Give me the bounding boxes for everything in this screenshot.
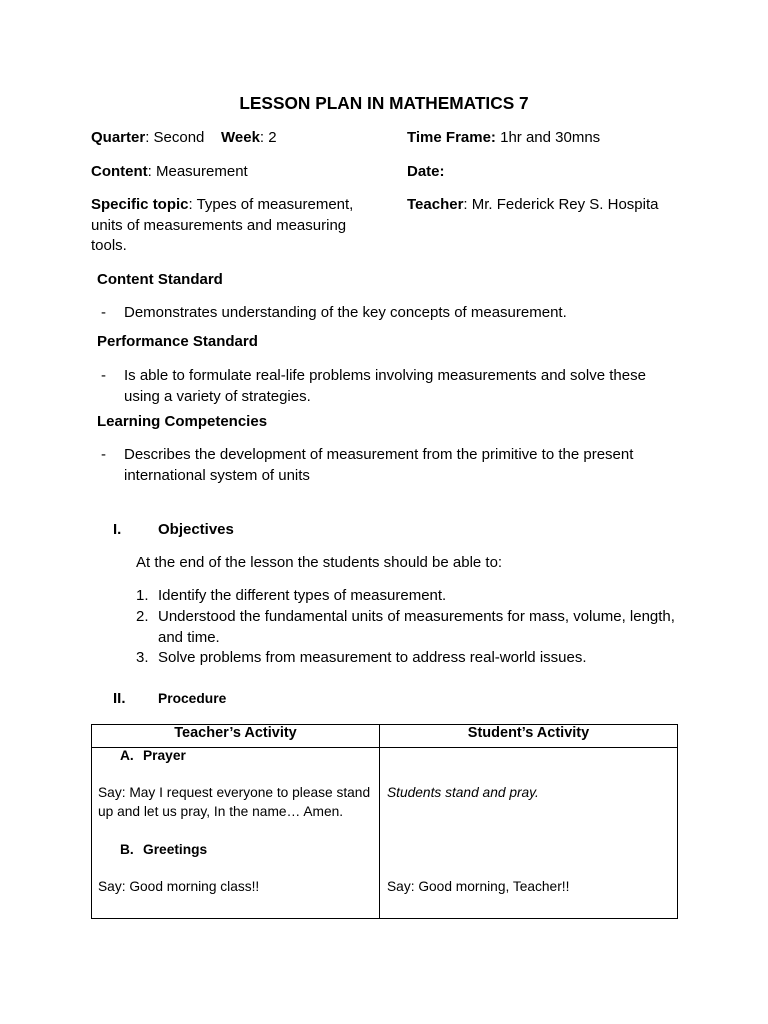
objectives-numeral: I. [113, 521, 122, 538]
activity-letter: A. [120, 747, 134, 763]
bullet-dash: - [101, 446, 106, 463]
procedure-numeral: II. [113, 690, 126, 707]
section-heading: Learning Competencies [97, 413, 268, 430]
teacher-say-text: Say: May I request everyone to please stand up and let us pray, In the name… Amen. [98, 784, 371, 819]
bullet-dash: - [101, 304, 106, 321]
activity-title: Greetings [143, 841, 208, 857]
time-frame-value: 1hr and 30mns [500, 129, 601, 146]
quarter-value: : Second [145, 129, 205, 146]
procedure-table [91, 724, 678, 919]
time-frame-label: Time Frame: [407, 129, 496, 146]
section-item-text: Describes the development of measurement from the primitive to the present international system of units [124, 446, 634, 484]
list-item-number: 3. [136, 649, 149, 666]
teacher-label: Teacher [407, 196, 464, 213]
list-item-number: 2. [136, 608, 149, 625]
page-title: LESSON PLAN IN MATHEMATICS 7 [239, 93, 529, 113]
bullet-dash: - [101, 367, 106, 384]
specific-topic-value: : Types of measurement, units of measurements and measuring tools. [91, 196, 354, 254]
activity-letter: B. [120, 841, 134, 857]
specific-topic-field [91, 195, 363, 257]
list-item-text: Understood the fundamental units of measurements for mass, volume, length, and time. [158, 608, 675, 646]
section-heading: Performance Standard [97, 333, 258, 350]
week-value: : 2 [259, 129, 277, 146]
quarter-label: Quarter [91, 129, 146, 146]
list-item-text: Identify the different types of measurement. [158, 587, 447, 604]
week-label: Week [221, 129, 260, 146]
student-response-text: Say: Good morning, Teacher!! [387, 878, 570, 894]
section-item-text: Is able to formulate real-life problems involving measurements and solve these using a variety of strategies. [124, 367, 646, 405]
procedure-heading: Procedure [158, 691, 227, 706]
date-label: Date: [407, 163, 445, 180]
content-value: : Measurement [147, 163, 248, 180]
list-item-text: Solve problems from measurement to address real-world issues. [158, 649, 587, 666]
activity-title: Prayer [143, 747, 186, 763]
time-frame-field [407, 128, 600, 149]
student-response-text: Students stand and pray. [387, 784, 539, 800]
content-field [91, 162, 248, 183]
specific-topic-label: Specific topic [91, 196, 189, 213]
week-field [221, 128, 277, 149]
table-header-teacher: Teacher’s Activity [174, 725, 297, 741]
objectives-heading: Objectives [158, 521, 234, 538]
teacher-value: : Mr. Federick Rey S. Hospita [463, 196, 659, 213]
section-item-text: Demonstrates understanding of the key concepts of measurement. [124, 304, 567, 321]
table-header-student: Student’s Activity [467, 725, 590, 741]
date-field [407, 162, 445, 183]
list-item-number: 1. [136, 587, 149, 604]
objectives-intro: At the end of the lesson the students should be able to: [136, 554, 503, 571]
quarter-field [91, 128, 204, 149]
content-label: Content [91, 163, 148, 180]
teacher-say-text: Say: Good morning class!! [98, 878, 260, 894]
teacher-field [407, 195, 658, 216]
table-column-divider [379, 725, 380, 918]
section-heading: Content Standard [97, 271, 223, 288]
